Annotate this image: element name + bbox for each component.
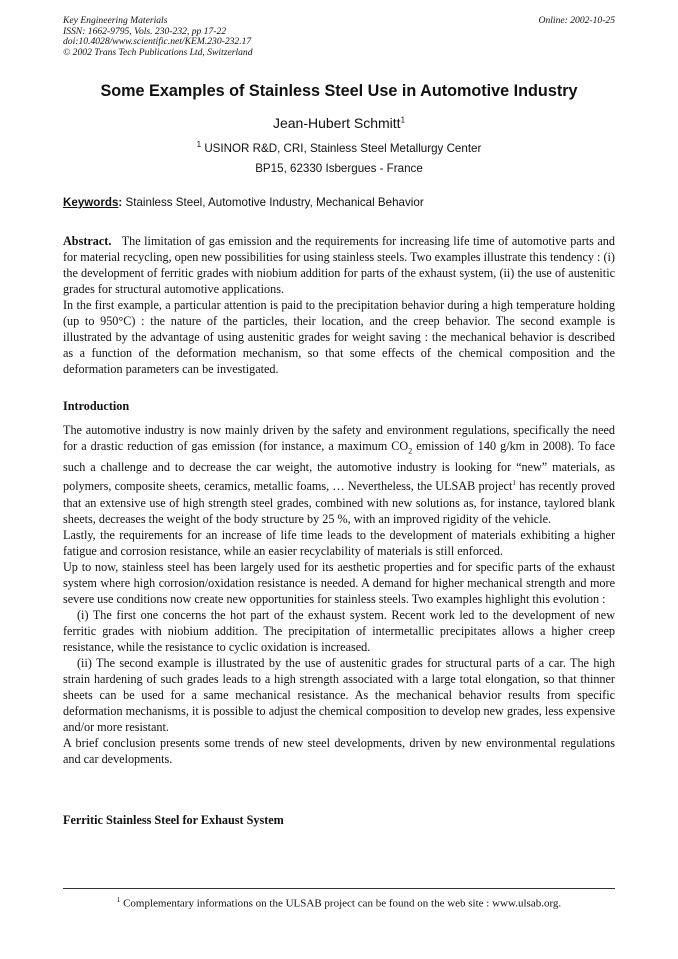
introduction-body — [63, 422, 615, 767]
intro-p1-part-a: The automotive industry is now mainly driven by the safety and environment regulations, specifically the need for a drastic reduction of gas emission (for instance, a maximum CO — [63, 423, 615, 453]
introduction-heading: Introduction — [63, 399, 130, 413]
affiliation-line-2: BP15, 62330 Isbergues - France — [255, 162, 423, 175]
intro-p1-part-b: emission of 140 g/km in 2008). To face such a challenge and to decrease the car weight, the automotive industry is looking for “new” materials, as polymers, composite sheets, ceramics, metallic foams, … Nevertheless, the ULSAB project — [63, 439, 615, 494]
journal-header — [63, 16, 615, 58]
author-mark: 1 — [400, 115, 406, 125]
author — [63, 115, 615, 131]
issn-line: ISSN: 1662-9795, Vols. 230-232, pp 17-22 — [63, 25, 227, 37]
keywords-label: Keywords — [63, 196, 119, 209]
footnote-mark: 1 — [116, 896, 121, 904]
affiliation-institution: USINOR R&D, CRI, Stainless Steel Metallurgy Center — [204, 141, 482, 155]
affiliation-line-1 — [63, 140, 615, 155]
footnote — [63, 896, 615, 910]
journal-name: Key Engineering Materials — [63, 15, 168, 26]
section-heading-ferritic: Ferritic Stainless Steel for Exhaust System — [63, 813, 284, 827]
footnote-divider — [63, 888, 615, 889]
author-name: Jean-Hubert Schmitt — [272, 115, 401, 131]
keywords-value: Stainless Steel, Automotive Industry, Mechanical Behavior — [125, 196, 424, 209]
abstract-label: Abstract. — [63, 234, 112, 248]
intro-paragraph-4: (i) The first one concerns the hot part of the exhaust system. Recent work led to the development of new ferritic grades with niobium addition. The precipitation of intermetallic precipitates allows a higher creep resistance, while the resistance to cyclic oxidation is increased. — [63, 607, 615, 654]
online-date: Online: 2002-10-25 — [538, 15, 615, 26]
intro-p1-part-c: has recently proved that an extensive use of high strength steel grades, combined with new solutions as, for instance, taylored blank sheets, decreases the weight of the body structure by 25 %, with an improved rigidity of the vehicle. — [63, 479, 615, 526]
intro-paragraph-6: A brief conclusion presents some trends of new steel developments, driven by new environmental regulations and car developments. — [63, 735, 615, 766]
abstract-paragraph-2: In the first example, a particular attention is paid to the precipitation behavior during a high temperature holding (up to 950°C) : the nature of the particles, their location, and the creep behavior. The second example is illustrated by the advantage of using austenitic grades for weight saving : the mechanical behavior is described as a function of the deformation mechanism, so that some effects of the chemical composition and the deformation parameters can be investigated. — [63, 298, 615, 376]
abstract — [63, 233, 615, 377]
abstract-text-1: The limitation of gas emission and the requirements for increasing life time of automotive parts and for material recycling, open new possibilities for using stainless steels. Two examples illustrate this tendency : (i) the development of ferritic grades with niobium addition for parts of the exhaust system, (ii) the use of austenitic grades for structural automotive applications. — [63, 234, 615, 296]
copyright-line: © 2002 Trans Tech Publications Ltd, Switzerland — [63, 46, 253, 58]
doi-line: doi:10.4028/www.scientific.net/KEM.230-232.17 — [63, 36, 252, 48]
footnote-ref: 1 — [512, 479, 516, 488]
intro-paragraph-2: Lastly, the requirements for an increase of life time leads to the development of materials exhibiting a higher fatigue and corrosion resistance, while an easier recyclability of materials is still enforced. — [63, 527, 615, 558]
co2-subscript: 2 — [408, 446, 413, 456]
abstract-paragraph-1 — [63, 233, 615, 297]
intro-paragraph-3: Up to now, stainless steel has been largely used for its aesthetic properties and for specific parts of the exhaust system where high corrosion/oxidation resistance is needed. A demand for higher mechanical strength and more severe use conditions now create new opportunities for stainless steels. Two examples highlight this evolution : — [63, 559, 615, 606]
keywords — [63, 196, 615, 209]
intro-paragraph-5: (ii) The second example is illustrated by the use of austenitic grades for structural parts of a car. The high strain hardening of such grades leads to a high strength associated with a large total elongation, so that thinner sheets can be used for a same mechanical resistance. As the mechanical behavior results from specific deformation mechanisms, it is possible to adjust the chemical composition to develop new grades, less expensive and/or more resistant. — [63, 655, 615, 734]
intro-paragraph-1 — [63, 422, 615, 527]
keywords-colon: : — [118, 196, 123, 209]
affiliation-mark: 1 — [196, 140, 202, 149]
paper-title: Some Examples of Stainless Steel Use in Automotive Industry — [100, 82, 578, 100]
footnote-text: Complementary informations on the ULSAB project can be found on the web site : www.ulsab.org. — [123, 897, 562, 910]
